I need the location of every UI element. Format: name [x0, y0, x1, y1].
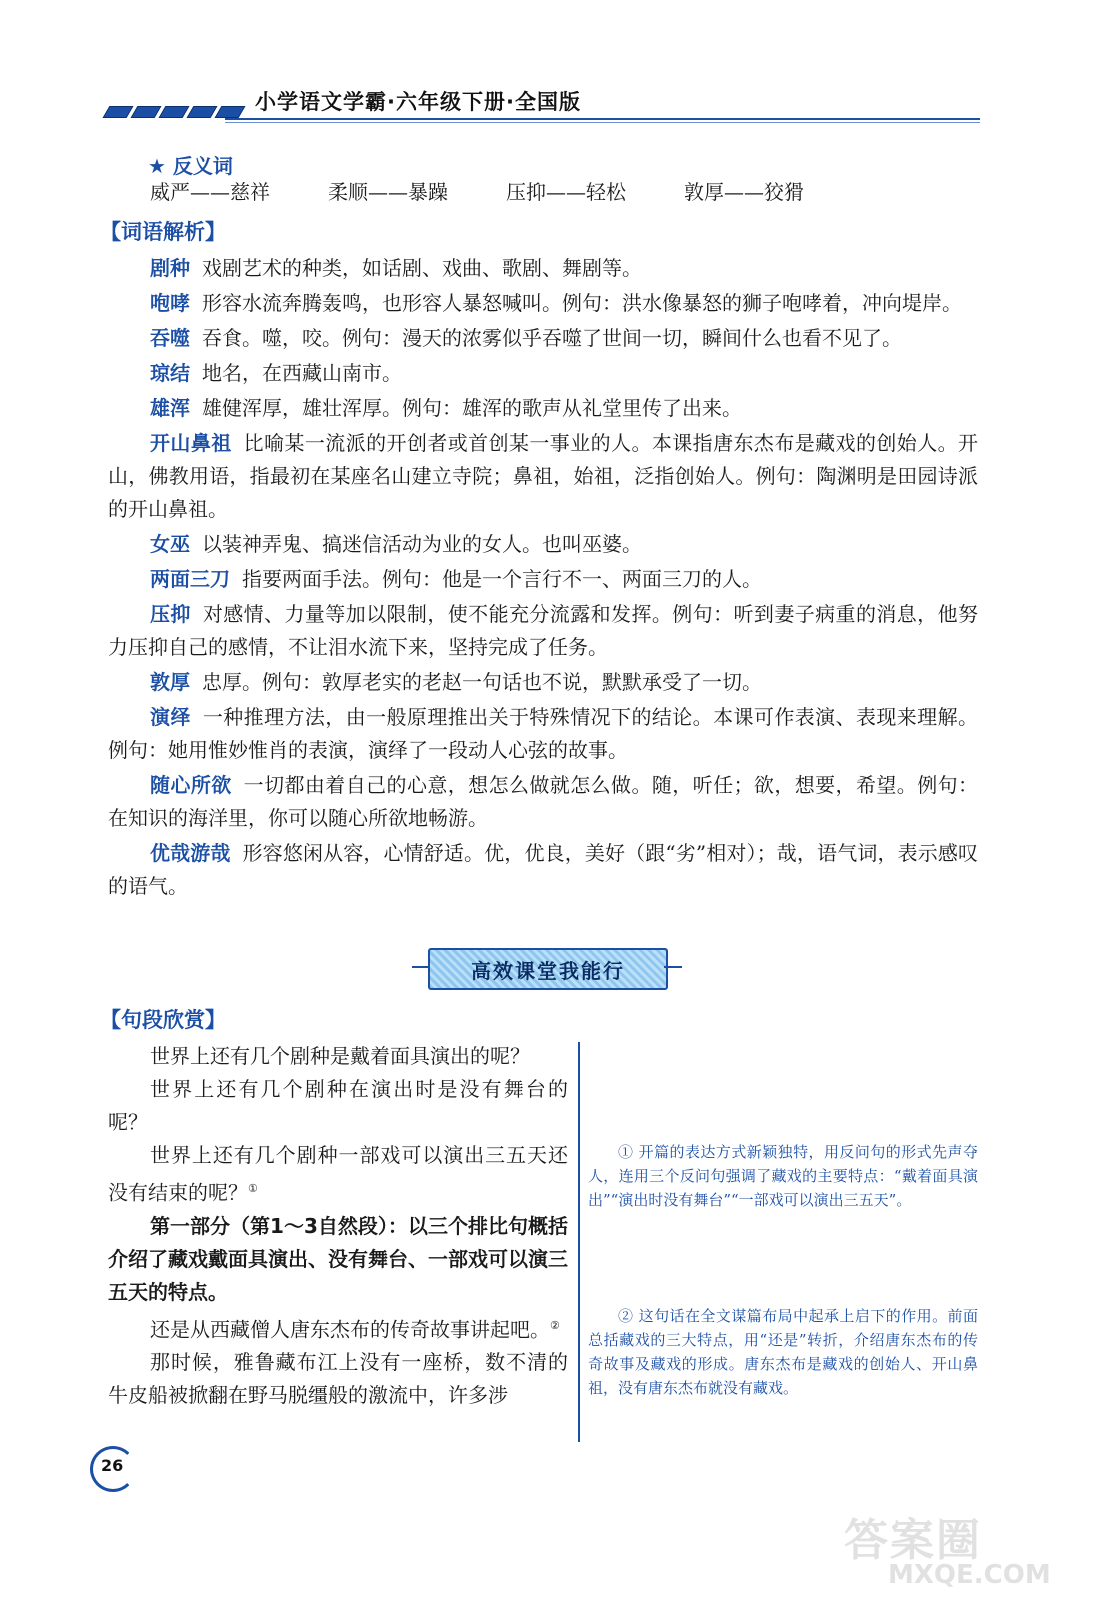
- passage-paragraph: 那时候，雅鲁藏布江上没有一座桥，数不清的牛皮船被掀翻在野马脱缰般的激流中，许多涉: [108, 1350, 568, 1408]
- vocab-definition: 对感情、力量等加以限制，使不能充分流露和发挥。例句：听到妻子病重的消息，他努力压抑自己的感情，不让泪水流下来，坚持完成了任务。: [108, 602, 979, 659]
- header-rule: [225, 118, 980, 120]
- footnote-mark: ②: [550, 1318, 560, 1332]
- vocab-entry: [108, 837, 978, 903]
- passage-paragraph: 世界上还有几个剧种一部戏可以演出三五天还没有结束的呢？①: [108, 1143, 568, 1205]
- banner-dash-right: [664, 966, 682, 968]
- vocab-heading: 【词语解析】: [100, 220, 226, 244]
- antonym-pair: 压抑——轻松: [506, 180, 626, 204]
- vocab-term: 优哉游哉: [150, 841, 231, 865]
- page-header: [100, 86, 980, 126]
- vocab-entry: [108, 392, 978, 425]
- vocab-definition: 地名，在西藏山南市。: [202, 361, 402, 385]
- vocab-entry: [108, 563, 978, 596]
- vocab-term: 琼结: [150, 361, 190, 385]
- vocab-term: 压抑: [150, 602, 191, 626]
- antonym-pair: 威严——慈祥: [150, 180, 270, 204]
- vocab-entry: [108, 528, 978, 561]
- vocab-definition: 指要两面手法。例句：他是一个言行不一、两面三刀的人。: [242, 567, 762, 591]
- vocab-term: 两面三刀: [150, 567, 230, 591]
- vocab-entry: [108, 252, 978, 285]
- header-rule-thin: [225, 122, 980, 123]
- passage-paragraph: 世界上还有几个剧种在演出时是没有舞台的呢？: [108, 1077, 568, 1134]
- vocab-term: 演绎: [150, 705, 191, 729]
- vocab-term: 女巫: [150, 532, 190, 556]
- vocab-term: 咆哮: [150, 291, 190, 315]
- vocab-entry: [108, 287, 978, 320]
- vocab-term: 吞噬: [150, 326, 190, 350]
- vocab-term: 开山鼻祖: [150, 431, 232, 455]
- passage-summary: 第一部分（第1～3自然段）：以三个排比句概括介绍了藏戏戴面具演出、没有舞台、一部戏可以演三五天的特点。: [108, 1213, 568, 1304]
- book-title: 小学语文学霸·六年级下册·全国版: [255, 90, 581, 114]
- passage-paragraph: 世界上还有几个剧种是戴着面具演出的呢？: [150, 1044, 530, 1068]
- column-divider: [578, 1042, 580, 1442]
- vocab-entry: [108, 427, 978, 526]
- vocab-entry: [108, 322, 978, 355]
- section-banner: [412, 944, 682, 990]
- vocab-term: 剧种: [150, 256, 190, 280]
- passage-paragraph: 还是从西藏僧人唐东杰布的传奇故事讲起吧。②: [150, 1317, 560, 1342]
- vocab-entry: [108, 598, 978, 664]
- antonym-pair: 敦厚——狡猾: [684, 180, 804, 204]
- header-stripes: [106, 106, 242, 118]
- vocab-definition: 戏剧艺术的种类，如话剧、戏曲、歌剧、舞剧等。: [202, 256, 642, 280]
- vocab-definition: 以装神弄鬼、搞迷信活动为业的女人。也叫巫婆。: [202, 532, 642, 556]
- vocab-definition: 一种推理方法，由一般原理推出关于特殊情况下的结论。本课可作表演、表现来理解。例句：她用惟妙惟肖的表演，演绎了一段动人心弦的故事。: [108, 705, 979, 762]
- vocab-term: 敦厚: [150, 670, 190, 694]
- vocab-definition: 形容水流奔腾轰鸣，也形容人暴怒喊叫。例句：洪水像暴怒的狮子咆哮着，冲向堤岸。: [202, 291, 962, 315]
- vocab-definition: 忠厚。例句：敦厚老实的老赵一句话也不说，默默承受了一切。: [202, 670, 762, 694]
- vocab-entry: [108, 666, 978, 699]
- watermark: 答案圈 MXQE.COM: [844, 1515, 1051, 1590]
- vocab-definition: 吞食。噬，咬。例句：漫天的浓雾似乎吞噬了世间一切，瞬间什么也看不见了。: [202, 326, 902, 350]
- vocab-term: 雄浑: [150, 396, 190, 420]
- banner-plate: [428, 948, 668, 990]
- antonym-pair: 柔顺——暴躁: [328, 180, 448, 204]
- footnote-mark: ①: [248, 1182, 258, 1195]
- vocab-entry: [108, 357, 978, 390]
- vocab-entry: [108, 701, 978, 767]
- vocab-term: 随心所欲: [150, 773, 232, 797]
- vocab-list: [108, 252, 978, 903]
- vocab-definition: 一切都由着自己的心意，想怎么做就怎么做。随，听任；欲，想要，希望。例句：在知识的海洋里，你可以随心所欲地畅游。: [108, 773, 979, 830]
- annotation-note: ① 开篇的表达方式新颖独特，用反问句的形式先声夺人，连用三个反问句强调了藏戏的主要特点：“戴着面具演出”“演出时没有舞台”“一部戏可以演出三五天”。: [588, 1143, 978, 1209]
- banner-label: 高效课堂我能行: [471, 958, 625, 983]
- vocab-entry: [108, 769, 978, 835]
- antonym-title: ★ 反义词: [148, 154, 233, 178]
- appreciation-heading: 【句段欣赏】: [100, 1008, 226, 1032]
- annotation-note: ② 这句话在全文谋篇布局中起承上启下的作用。前面总括藏戏的三大特点，用“还是”转折，介绍唐东杰布的传奇故事及藏戏的形成。唐东杰布是藏戏的创始人、开山鼻祖，没有唐东杰布就没有藏戏。: [588, 1307, 978, 1397]
- appreciation-text: [108, 1040, 568, 1412]
- vocab-definition: 形容悠闲从容，心情舒适。优，优良，美好（跟“劣”相对）；哉，语气词，表示感叹的语气。: [108, 841, 979, 898]
- page-number: 26: [90, 1446, 138, 1490]
- vocab-definition: 雄健浑厚，雄壮浑厚。例句：雄浑的歌声从礼堂里传了出来。: [202, 396, 742, 420]
- antonym-row: [150, 176, 804, 205]
- vocab-definition: 比喻某一流派的开创者或首创某一事业的人。本课指唐东杰布是藏戏的创始人。开山，佛教用语，指最初在某座名山建立寺院；鼻祖，始祖，泛指创始人。例句：陶渊明是田园诗派的开山鼻祖。: [108, 431, 979, 521]
